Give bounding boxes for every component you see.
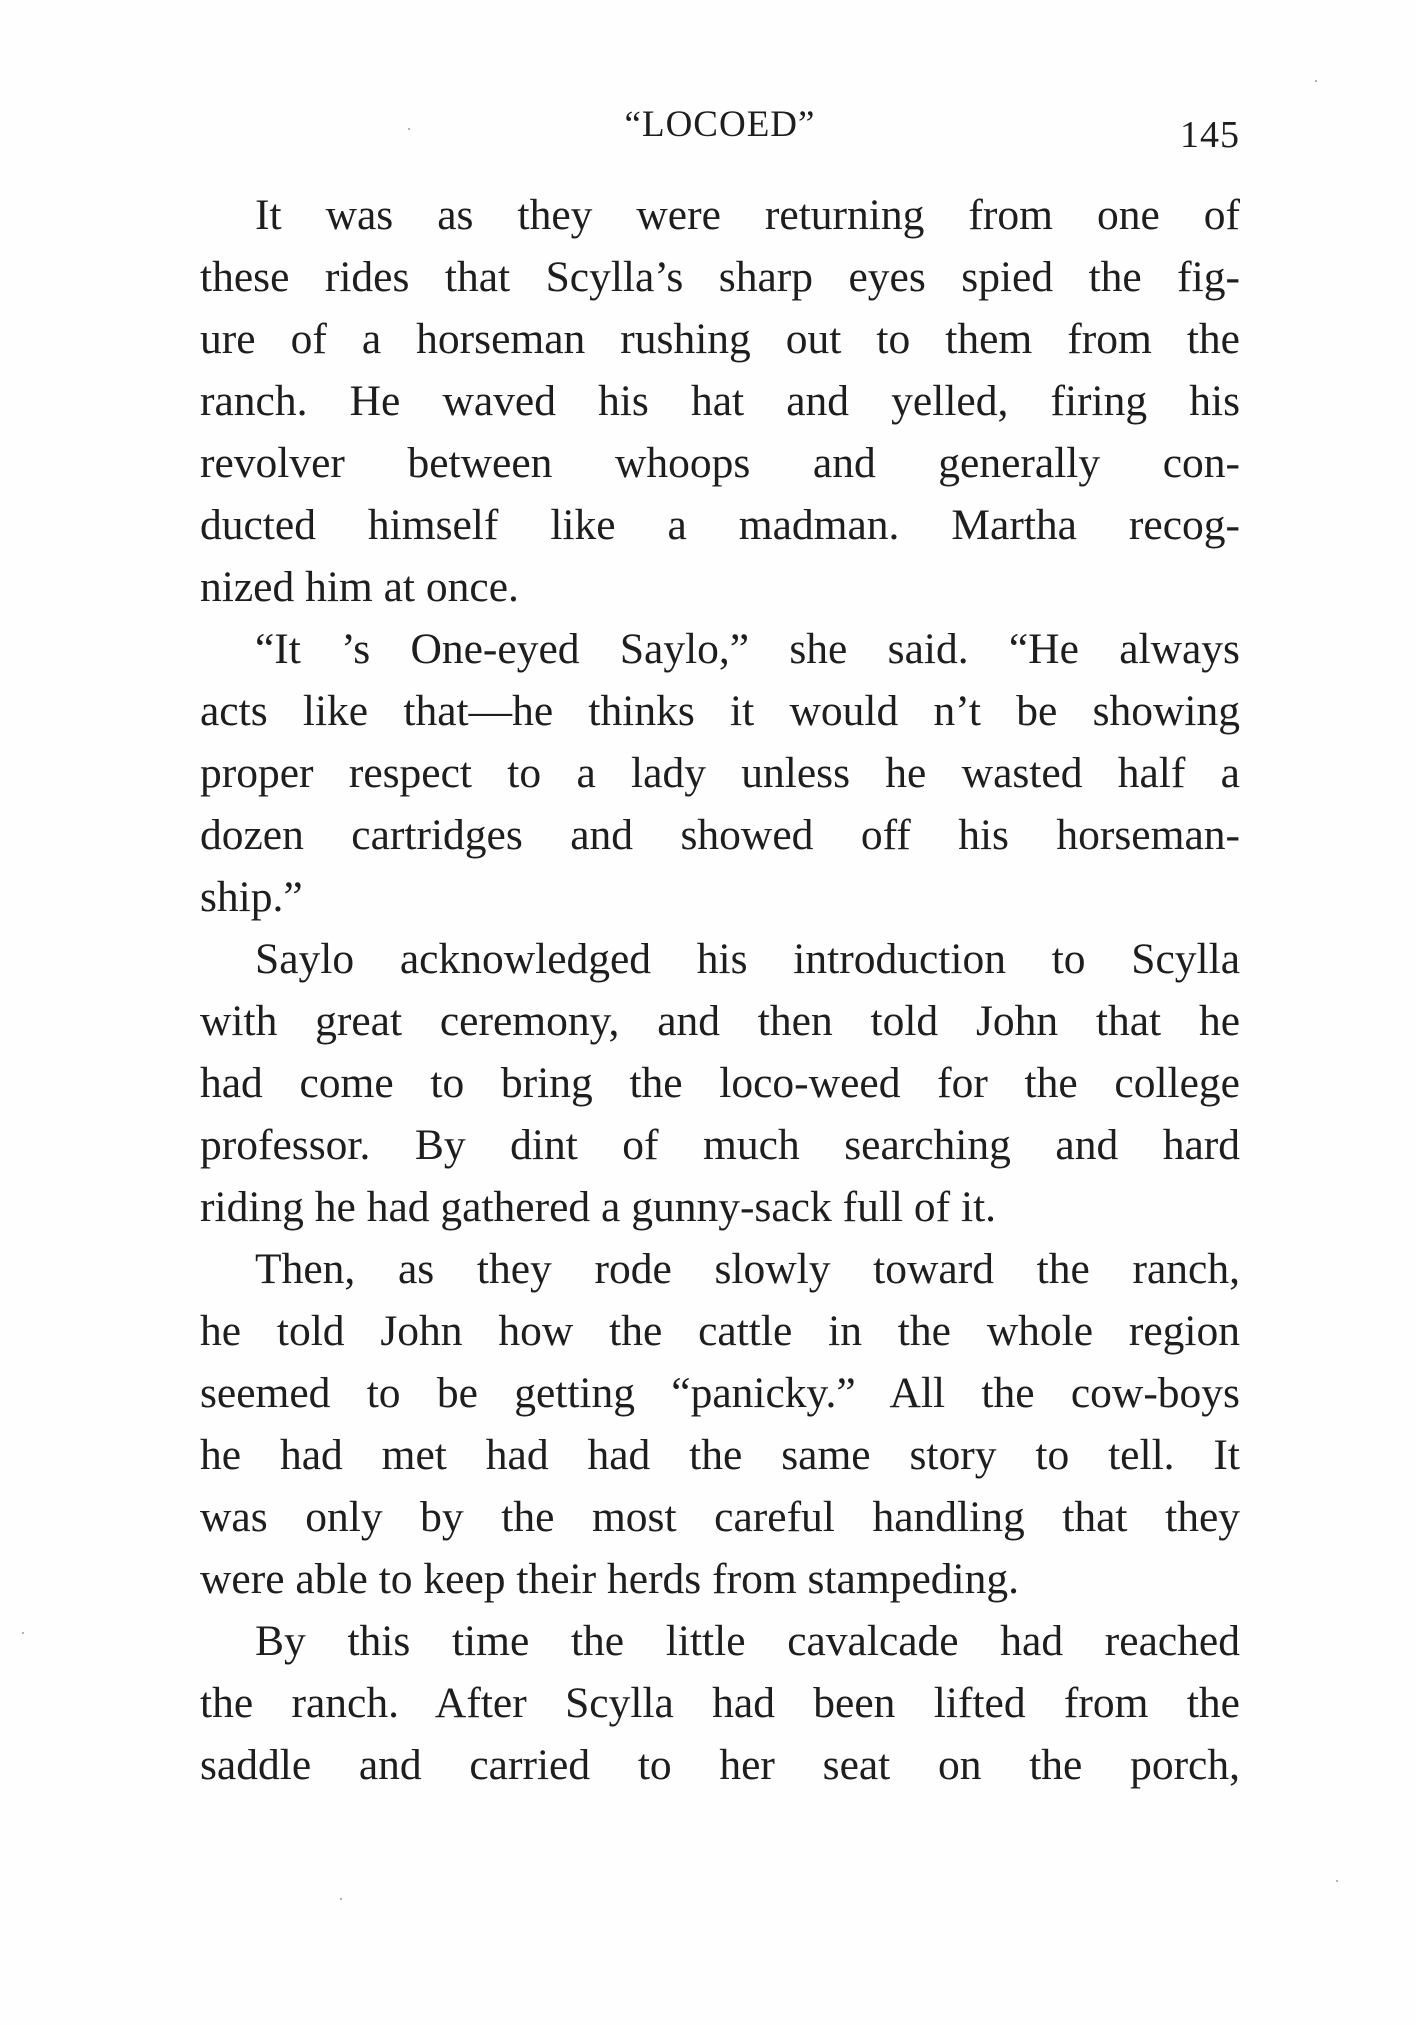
- text-line: acts like that—he thinks it would n’t be showing: [200, 687, 1240, 735]
- text-line: seemed to be getting “panicky.” All the cow-boys: [200, 1369, 1240, 1417]
- text-line: these rides that Scylla’s sharp eyes spied the fig-: [200, 253, 1240, 301]
- text-line: Then, as they rode slowly toward the ranch,: [255, 1245, 1240, 1293]
- text-line: ranch. He waved his hat and yelled, firing his: [200, 377, 1240, 425]
- text-line: with great ceremony, and then told John that he: [200, 997, 1240, 1045]
- text-line: he had met had had the same story to tell. It: [200, 1431, 1240, 1479]
- text-line: he told John how the cattle in the whole region: [200, 1307, 1240, 1355]
- text-line: had come to bring the loco-weed for the college: [200, 1059, 1240, 1107]
- text-line: were able to keep their herds from stampeding.: [200, 1555, 1019, 1603]
- running-title: “LOCOED”: [624, 104, 816, 145]
- text-line: the ranch. After Scylla had been lifted from the: [200, 1679, 1240, 1727]
- text-line: ducted himself like a madman. Martha recog-: [200, 501, 1240, 549]
- body-text: [200, 184, 1240, 1796]
- text-line: was only by the most careful handling that they: [200, 1493, 1240, 1541]
- text-line: “It ’s One-eyed Saylo,” she said. “He always: [255, 625, 1240, 673]
- text-line: riding he had gathered a gunny-sack full of it.: [200, 1183, 997, 1231]
- text-line: It was as they were returning from one of: [255, 191, 1240, 239]
- scan-speck: [1315, 80, 1317, 82]
- text-line: nized him at once.: [200, 563, 519, 611]
- text-line: dozen cartridges and showed off his horseman-: [200, 811, 1240, 859]
- text-line: saddle and carried to her seat on the porch,: [200, 1741, 1240, 1789]
- text-line: professor. By dint of much searching and hard: [200, 1121, 1240, 1169]
- scan-speck: [22, 1632, 24, 1634]
- scan-speck: [408, 128, 410, 130]
- text-line: revolver between whoops and generally con-: [200, 439, 1240, 487]
- running-head: [200, 100, 1240, 160]
- text-line: By this time the little cavalcade had reached: [255, 1617, 1240, 1665]
- text-line: ure of a horseman rushing out to them from the: [200, 315, 1240, 363]
- scan-speck: [340, 1898, 342, 1900]
- page-number: 145: [1180, 114, 1240, 156]
- text-line: proper respect to a lady unless he wasted half a: [200, 749, 1240, 797]
- text-line: ship.”: [200, 873, 303, 921]
- text-line: Saylo acknowledged his introduction to Scylla: [255, 935, 1240, 983]
- scan-speck: [1336, 1880, 1338, 1882]
